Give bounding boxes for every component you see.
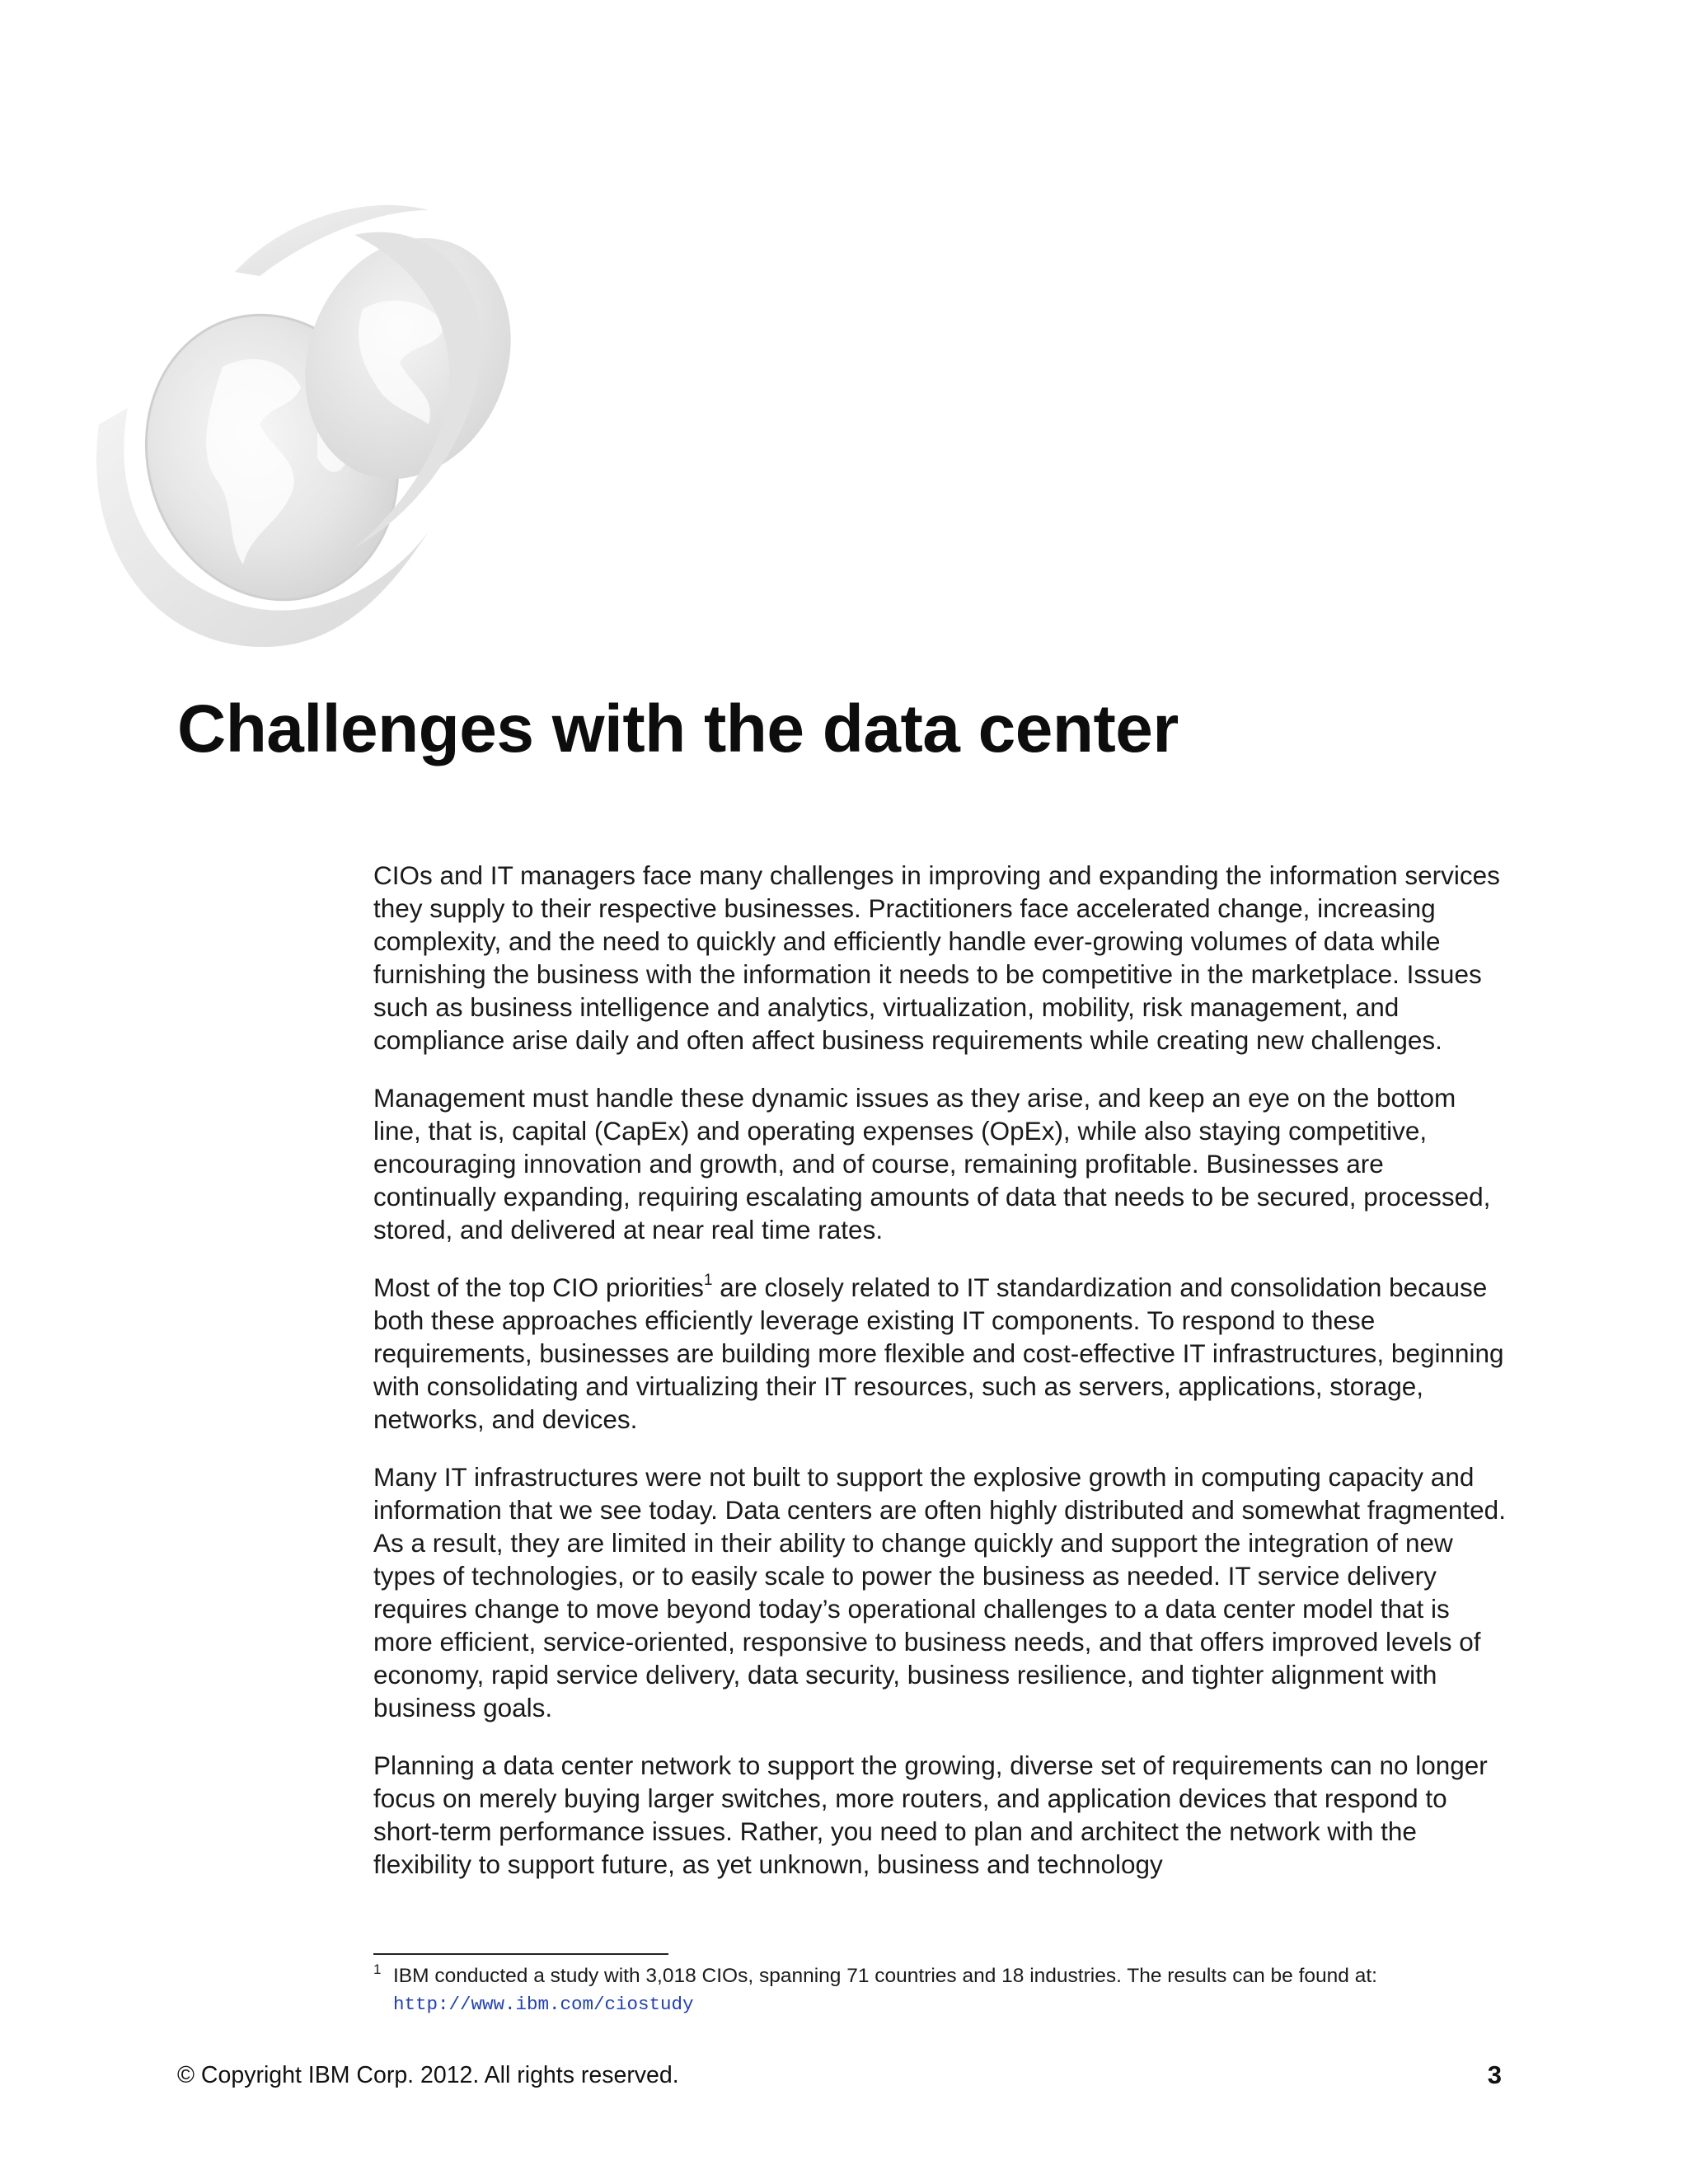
body-paragraph bbox=[373, 1271, 1507, 1436]
body-paragraph: CIOs and IT managers face many challenges in improving and expanding the information services they supply to their respective businesses. Practitioners face accelerated change, increasing complexity, and the need to quickly and efficiently handle ever-growing volumes of data while furnishing the business with the information it needs to be competitive in the marketplace. Issues such as business intelligence and analytics, virtualization, mobility, risk management, and compliance arise daily and often affect business requirements while creating new challenges. bbox=[373, 860, 1500, 1055]
body-paragraph: Management must handle these dynamic issues as they arise, and keep an eye on the bottom line, that is, capital (CapEx) and operating expenses (OpEx), while also staying competitive, encouraging innovation and growth, and of course, remaining profitable. Businesses are continually expanding, requiring escalating amounts of data that needs to be secured, processed, stored, and delivered at near real time rates. bbox=[373, 1083, 1491, 1244]
body-paragraph: Many IT infrastructures were not built to support the explosive growth in computing capacity and information that we see today. Data centers are often highly distributed and somewhat fragmented. As a result, they are limited in their ability to change quickly and support the integration of new types of technologies, or to easily scale to power the business as needed. IT service delivery requires change to move beyond today’s operational challenges to a data center model that is more efficient, service-oriented, responsive to business needs, and that offers improved levels of economy, rapid service delivery, data security, business resilience, and tighter alignment with business goals. bbox=[373, 1462, 1506, 1722]
footnote-reference[interactable]: 1 bbox=[703, 1272, 713, 1289]
footnote-divider bbox=[373, 1953, 668, 1955]
page-number: 3 bbox=[1487, 2060, 1502, 2089]
footer-copyright: © Copyright IBM Corp. 2012. All rights reserved. bbox=[177, 2062, 679, 2088]
footnote-text: IBM conducted a study with 3,018 CIOs, spanning 71 countries and 18 industries. The results can be found at: bbox=[393, 1965, 1377, 1987]
footnote-link[interactable]: http://www.ibm.com/ciostudy bbox=[393, 1994, 694, 2015]
paragraph-text: Most of the top CIO priorities bbox=[373, 1272, 704, 1302]
paragraph-text: are closely related to IT standardization and consolidation because both these approaches efficiently leverage existing IT components. To respond to these requirements, businesses are building more flexible and cost-effective IT infrastructures, beginning with consolidating and virtualizing their IT resources, such as servers, applications, storage, networks, and devices. bbox=[373, 1272, 1504, 1434]
body-text bbox=[373, 859, 1507, 1905]
globe-swirl-logo-icon bbox=[82, 185, 626, 663]
chapter-title: Challenges with the data center bbox=[177, 691, 1179, 766]
body-paragraph: Planning a data center network to support the growing, diverse set of requirements can no longer focus on merely buying larger switches, more routers, and application devices that respond to short-term performance issues. Rather, you need to plan and architect the network with the flexibility to support future, as yet unknown, business and technology bbox=[373, 1750, 1488, 1879]
footnote: 1 IBM conducted a study with 3,018 CIOs, spanning 71 countries and 18 industries. The results can be found at: http://www.ibm.com/ciostudy bbox=[373, 1961, 1527, 2019]
